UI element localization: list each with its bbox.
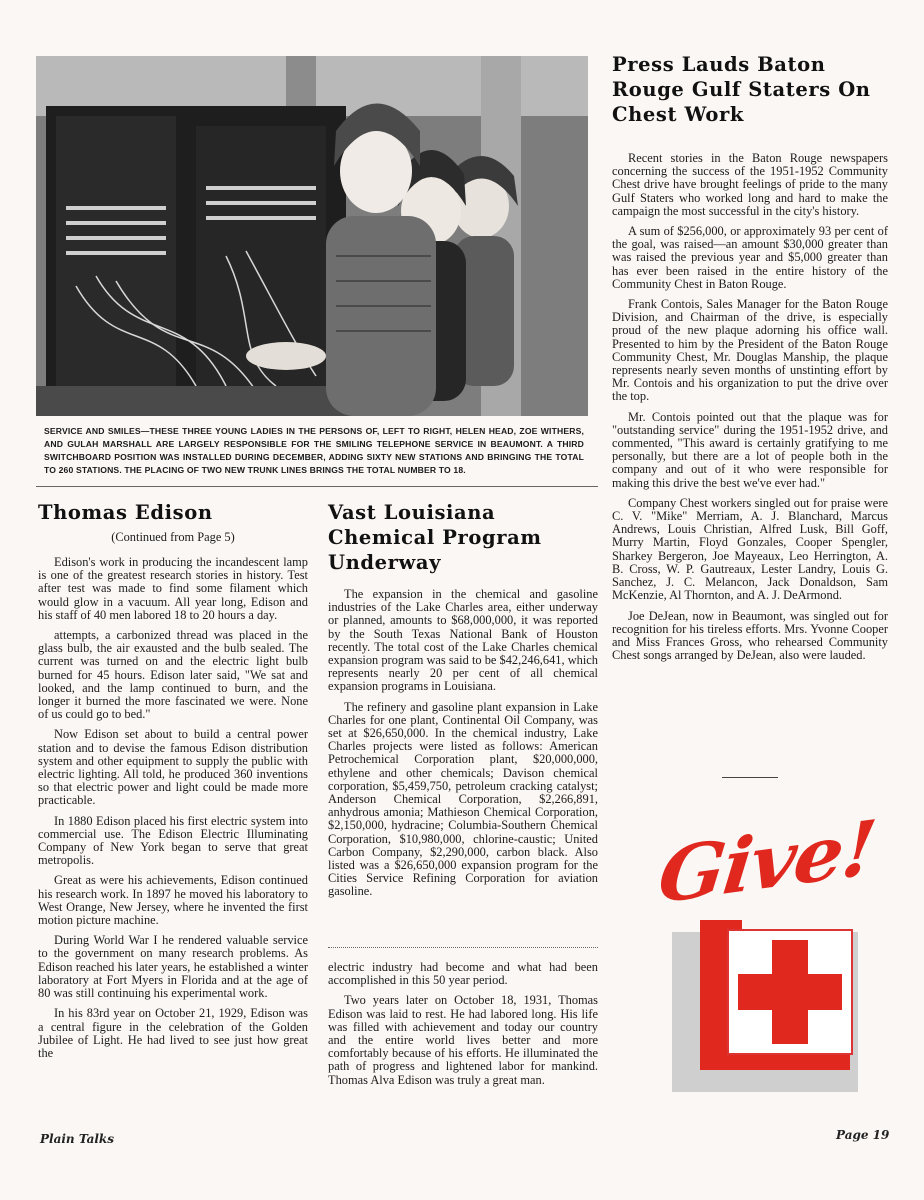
edison-paragraph: Great as were his achievements, Edison continued his research work. In 1897 he moved his laboratory to West Orange, New Jersey, where he invented the first motion picture machine. (38, 873, 308, 928)
edison-continued-note: (Continued from Page 5) (111, 530, 235, 544)
edison-paragraph: In his 83rd year on October 21, 1929, Edison was a central figure in the celebration of the Golden Jubilee of Light. He had lived to see just how great the (38, 1006, 308, 1060)
edison-headline: Thomas Edison (38, 501, 213, 524)
footer-page-number: Page 19 (836, 1128, 890, 1142)
edison-paragraph: During World War I he rendered valuable service to the government on many research problems. As Edison reached his later years, he established a winter laboratory at Fort Myers in Florida and at the age of 80 was still continuing his experimental work. (38, 933, 308, 1001)
edison-paragraph: Now Edison set about to build a central power station and to devise the famous Edison distribution system and other equipment to supply the public with electric lighting. All told, he produced 360 inventions so that electric power and light could be made more practicable. (38, 727, 308, 808)
press-paragraph: Mr. Contois pointed out that the plaque was for "outstanding service" during the 1951-1952 drive, and commented, "This award is certainly gratifying to me personally, but there are a lot of people both in the company and out of it who were responsible for making this drive the best we've ever had." (612, 409, 888, 490)
red-cross-ad (648, 803, 896, 1100)
press-paragraph: Frank Contois, Sales Manager for the Baton Rouge Division, and Chairman of the drive, is especially proud of the new plaque adorning his office wall. Presented to him by the President of the Baton Rouge Community Chest, Mr. Douglas Manship, the plaque represents nearly seven months of unstinting effort by Mr. Contois and his organization to put the drive over the top. (612, 297, 888, 404)
louisiana-paragraph: The expansion in the chemical and gasoline industries of the Lake Charles area, either underway or planned, amounts to $68,000,000, it was reported by the South Texas National Bank of Houston recently. The total cost of the Lake Charles chemical expansion program was said to be $42,246,641, which represents nearly 20 per cent of all chemical expansion programs in Louisiana. (328, 587, 598, 694)
edison-paragraph: In 1880 Edison placed his first electric system into commercial use. The Edison Electric Illuminating Company of New York began to serve that great metropolis. (38, 813, 308, 868)
press-paragraph: Recent stories in the Baton Rouge newspapers concerning the success of the 1951-1952 Community Chest drive have brought feelings of pride to the many Gulf Staters who worked long and hard to make the campaign the most successful in the city's history. (612, 151, 888, 218)
caption-text: THESE THREE YOUNG LADIES IN THE PERSONS OF, LEFT TO RIGHT, HELEN HEAD, ZOE WITHERS, AND GULAH MARSHALL ARE LARGELY RESPONSIBLE FOR THE SMILING TELEPHONE SERVICE IN BEAUMONT. A THIRD SWITCHBOARD POSITION WAS INSTALLED DURING DECEMBER, ADDING SIXTY NEW STATIONS AND BRINGING THE TOTAL TO 260 STATIONS. THE PLACING OF TWO NEW TRUNK LINES BRINGS THE TOTAL NUMBER TO 18. (44, 426, 584, 475)
footer-publication: Plain Talks (40, 1132, 115, 1146)
caption-lead: SERVICE AND SMILES— (44, 426, 150, 436)
switchboard-photo (36, 56, 588, 416)
edison-paragraph: Edison's work in producing the incandescent lamp is one of the greatest research stories in history. Test after test was made to find some filament which would glow in a vacuum. All year long, Edison and his staff of 40 men labored 18 to 20 hours a day. (38, 555, 308, 622)
louisiana-paragraph: The refinery and gasoline plant expansion in Lake Charles for one plant, Continental Oil Company, was set at $26,650,000. In the chemical industry, Lake Charles projects were listed as follows: American Petrochemical Corporation plant, $20,000,000, ethylene and other chemicals; Davison chemical corporation, $5,459,750, petroleum cracking catalyst; Anderson Chemical Corporation, $2,266,891, anhydrous amonia; Mathieson Chemical Corporation, $2,150,000, hydracine; Columbia-Southern Chemical Corporation, $10,980,000, chlorine-caustic; United Carbon Company, $2,290,000, carbon black. Also listed was a $26,650,000 expansion program for the Cities Service Refining Corporation for aviation gasoline. (328, 699, 598, 899)
louisiana-body (328, 588, 598, 906)
caption-divider (36, 486, 598, 487)
edison-paragraph: attempts, a carbonized thread was placed in the glass bulb, the air exausted and the bulb sealed. The current was turned on and the electric light bulb burned for 45 hours. Edison later said, "We sat and looked, and the lamp continued to burn, and the longer it burned the more fascinated we were. None of us could go to bed." (38, 628, 308, 722)
edison-paragraph: electric industry had become and what had been accomplished in this 50 year period. (328, 960, 598, 988)
press-paragraph: Company Chest workers singled out for praise were C. V. "Mike" Merriam, A. J. Blanchard, Marcus Andrews, Louis Christian, Alfred Lusk, Bill Goff, Murry Martin, Floyd Gonzales, Cooper Spengler, Sharkey Bergeron, Joe Mayeaux, Leo Herrington, A. B. Cross, W. P. Gautreaux, Lester Landry, Louis G. Sanchez, J. C. Melancon, Jack Donaldson, Sam McKenzie, Al Thornton, and A. J. DeArmond. (612, 495, 888, 603)
edison-paragraph: Two years later on October 18, 1931, Thomas Edison was laid to rest. He had labored long. His life was filled with achievement and today our country and the entire world lives better and more comfortably because of his efforts. He illuminated the path of progress and lightened labor for mankind. Thomas Alva Edison was truly a great man. (328, 993, 598, 1087)
press-body (612, 152, 888, 669)
press-end-rule (722, 777, 778, 778)
press-headline: Press Lauds Baton Rouge Gulf Staters On Chest Work (612, 53, 871, 126)
edison-body (38, 556, 308, 1067)
press-paragraph: A sum of $256,000, or approximately 93 per cent of the goal, was raised—an amount $30,000 greater than was raised the previous year and $5,000 greater than has ever been raised in the entire history of the Community Chest in Baton Rouge. (612, 224, 888, 291)
photo-caption (44, 425, 584, 477)
switchboard-photo-graphic (36, 56, 588, 416)
louisiana-headline: Vast Louisiana Chemical Program Underway (328, 501, 542, 574)
give-word: Give! (654, 803, 879, 921)
press-paragraph: Joe DeJean, now in Beaumont, was singled out for recognition for his tireless efforts. Mrs. Yvonne Cooper and Miss Frances Gross, who rehearsed Community Chest songs arranged by DeJean, also were lauded. (612, 608, 888, 663)
edison-continuation (328, 961, 598, 1094)
column-divider (328, 947, 598, 948)
